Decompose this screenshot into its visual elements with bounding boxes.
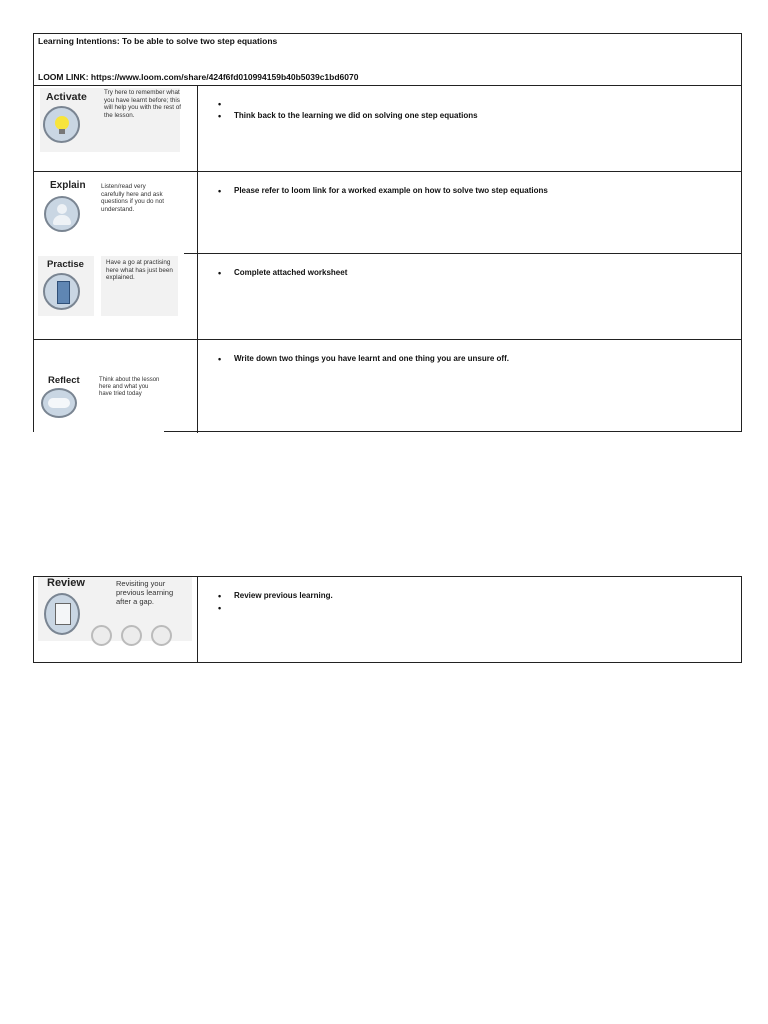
practise-title: Practise	[47, 259, 84, 270]
notebook-icon	[43, 273, 80, 310]
lightbulb-icon	[43, 106, 80, 143]
person-icon	[44, 196, 80, 232]
review-row	[34, 577, 741, 662]
lesson-plan-table	[33, 33, 742, 432]
table-header-row	[34, 34, 741, 86]
activate-desc: Try here to remember what you have learnt before; this will help you with the rest of the lesson.	[104, 89, 181, 119]
activate-card	[34, 86, 197, 171]
practise-desc: Have a go at practising here what has just been explained.	[106, 259, 173, 282]
practise-row	[34, 254, 741, 340]
explain-title: Explain	[50, 180, 86, 191]
reflect-title: Reflect	[48, 375, 80, 386]
list-item: • Think back to the learning we did on solving one step equations	[218, 110, 478, 122]
reflect-card	[34, 340, 197, 433]
list-item: • Write down two things you have learnt and one thing you are unsure off.	[218, 353, 509, 365]
list-item	[218, 98, 478, 110]
speech-bubble-icon	[41, 388, 77, 418]
more-icon	[151, 625, 172, 646]
activate-bullets	[218, 98, 478, 122]
activate-title: Activate	[46, 91, 87, 103]
review-card	[34, 577, 197, 662]
loom-link[interactable]: LOOM LINK: https://www.loom.com/share/424f6fd010994159b40b5039c1bd6070	[38, 72, 359, 82]
review-title: Review	[47, 577, 85, 589]
reflect-desc: Think about the lesson here and what you have tried today	[99, 377, 160, 398]
list-item: • Please refer to loom link for a worked example on how to solve two step equations	[218, 185, 548, 197]
review-desc: Revisiting your previous learning after a gap.	[116, 579, 174, 606]
search-icon	[91, 625, 112, 646]
explain-card	[34, 172, 197, 253]
explain-row	[34, 172, 741, 254]
comment-icon	[121, 625, 142, 646]
practise-card	[34, 254, 197, 339]
reflect-bullets	[218, 353, 509, 365]
learning-intentions: Learning Intentions: To be able to solve two step equations	[38, 36, 278, 46]
practise-bullets	[218, 267, 347, 279]
explain-desc: Listen/read very carefully here and ask questions if you do not understand.	[101, 183, 165, 213]
review-table	[33, 576, 742, 663]
activate-row	[34, 86, 741, 172]
reflect-row	[34, 340, 741, 433]
explain-bullets	[218, 185, 548, 197]
list-item	[218, 602, 333, 614]
review-bullets	[218, 590, 333, 614]
list-item: • Complete attached worksheet	[218, 267, 347, 279]
document-icon	[44, 593, 80, 635]
list-item: • Review previous learning.	[218, 590, 333, 602]
